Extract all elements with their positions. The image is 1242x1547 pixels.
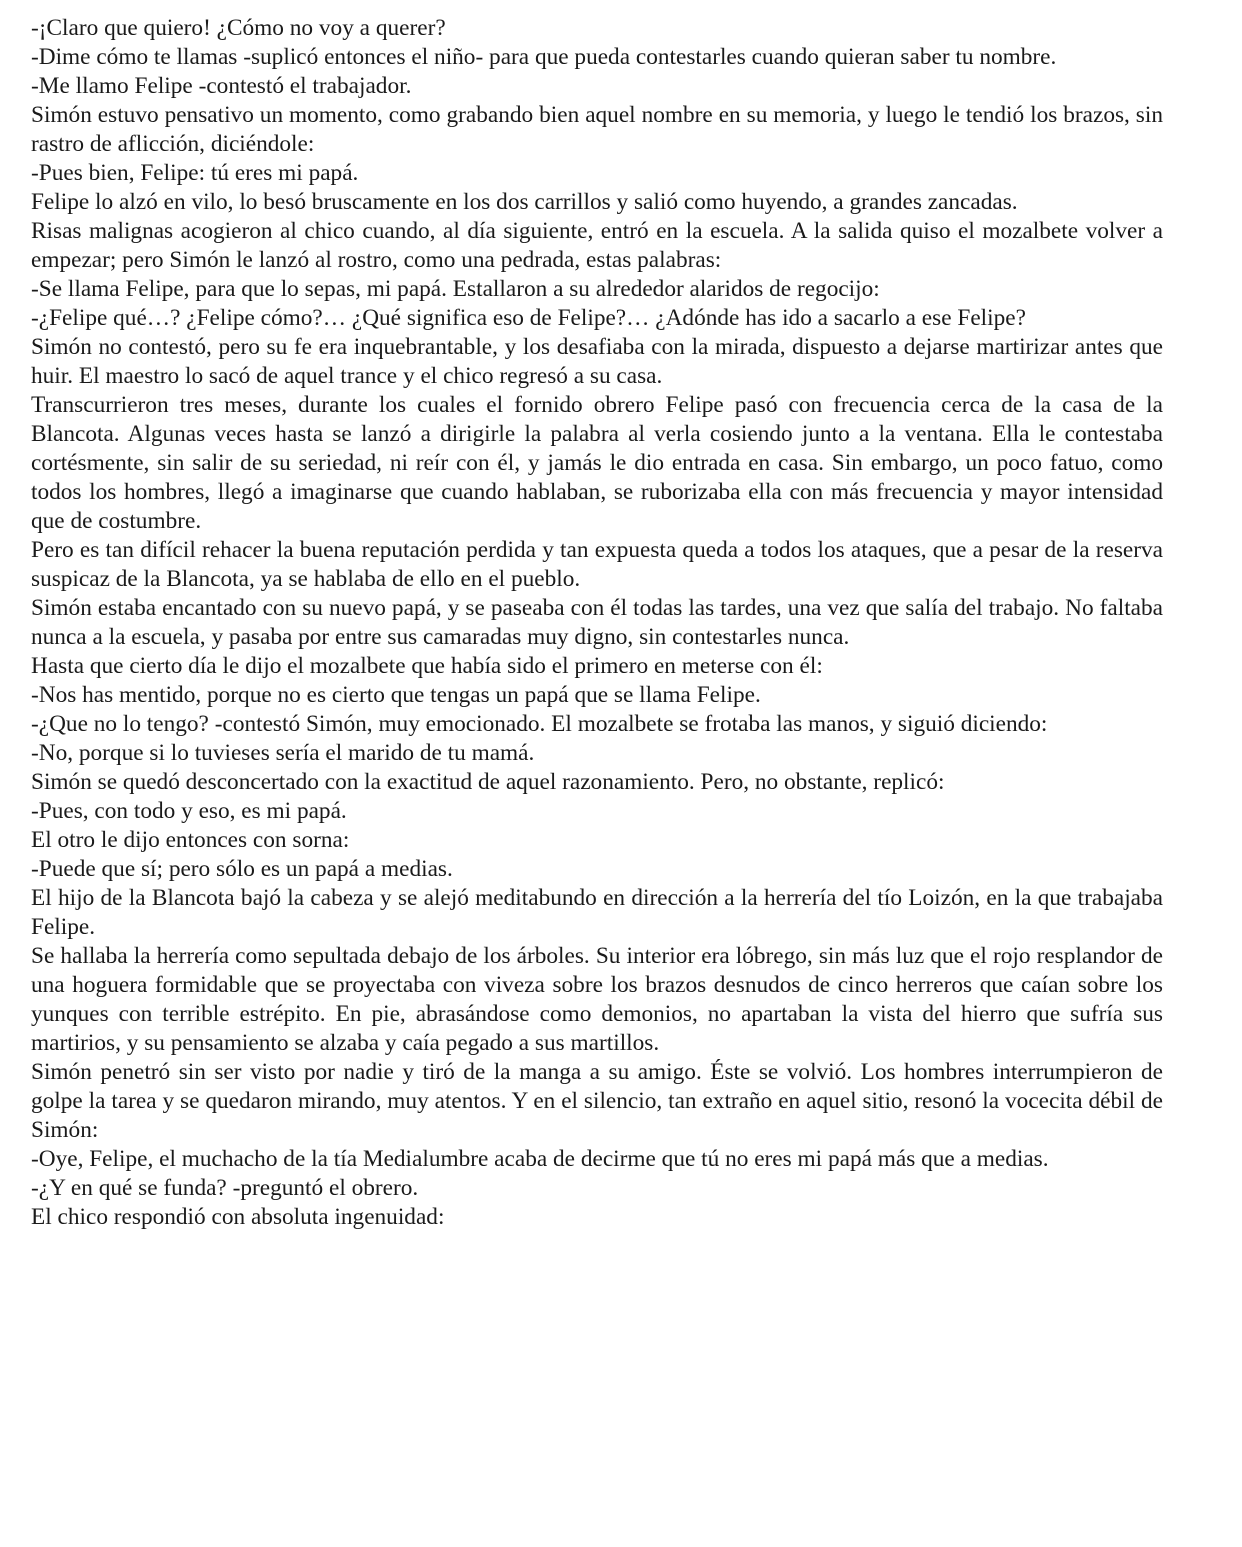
paragraph: -¿Y en qué se funda? -preguntó el obrero. xyxy=(31,1175,419,1201)
paragraph: -Me llamo Felipe -contestó el trabajador. xyxy=(31,73,412,99)
paragraph: Se hallaba la herrería como sepultada debajo de los árboles. Su interior era lóbrego, sin más luz que el rojo resplandor de una hoguera formidable que se proyectaba con viveza sobre los brazos desnudos de cinco herreros que caían sobre los yunques con terrible estrépito. En pie, abrasándose como demonios, no apartaban la vista del hierro que sufría sus martirios, y su pensamiento se alzaba y caía pegado a sus martillos. xyxy=(31,943,1163,1056)
paragraph: Risas malignas acogieron al chico cuando, al día siguiente, entró en la escuela. A la salida quiso el mozalbete volver a empezar; pero Simón le lanzó al rostro, como una pedrada, estas palabras: xyxy=(31,218,1163,273)
paragraph: El chico respondió con absoluta ingenuidad: xyxy=(31,1204,445,1230)
paragraph: Transcurrieron tres meses, durante los cuales el fornido obrero Felipe pasó con frecuencia cerca de la casa de la Blancota. Algunas veces hasta se lanzó a dirigirle la palabra al verla cosiendo junto a la ventana. Ella le contestaba cortésmente, sin salir de su seriedad, ni reír con él, y jamás le dio entrada en casa. Sin embargo, un poco fatuo, como todos los hombres, llegó a imaginarse que cuando hablaban, se ruborizaba ella con más frecuencia y mayor intensidad que de costumbre. xyxy=(31,392,1163,534)
paragraph: Simón penetró sin ser visto por nadie y tiró de la manga a su amigo. Éste se volvió. Los hombres interrumpieron de golpe la tarea y se quedaron mirando, muy atentos. Y en el silencio, tan extraño en aquel sitio, resonó la vocecita débil de Simón: xyxy=(31,1059,1163,1143)
paragraph: Simón estaba encantado con su nuevo papá, y se paseaba con él todas las tardes, una vez que salía del trabajo. No faltaba nunca a la escuela, y pasaba por entre sus camaradas muy digno, sin contestarles nunca. xyxy=(31,595,1163,650)
paragraph: Felipe lo alzó en vilo, lo besó bruscamente en los dos carrillos y salió como huyendo, a grandes zancadas. xyxy=(31,189,1018,215)
paragraph: Pero es tan difícil rehacer la buena reputación perdida y tan expuesta queda a todos los ataques, que a pesar de la reserva suspicaz de la Blancota, ya se hablaba de ello en el pueblo. xyxy=(31,537,1163,592)
paragraph: -¿Que no lo tengo? -contestó Simón, muy emocionado. El mozalbete se frotaba las manos, y siguió diciendo: xyxy=(31,711,1048,737)
paragraph: -¿Felipe qué…? ¿Felipe cómo?… ¿Qué significa eso de Felipe?… ¿Adónde has ido a sacarlo a ese Felipe? xyxy=(31,305,1026,331)
paragraph: -No, porque si lo tuvieses sería el marido de tu mamá. xyxy=(31,740,535,766)
paragraph: Simón se quedó desconcertado con la exactitud de aquel razonamiento. Pero, no obstante, replicó: xyxy=(31,769,945,795)
paragraph: -Pues bien, Felipe: tú eres mi papá. xyxy=(31,160,359,186)
paragraph: Hasta que cierto día le dijo el mozalbete que había sido el primero en meterse con él: xyxy=(31,653,823,679)
paragraph: -Dime cómo te llamas -suplicó entonces el niño- para que pueda contestarles cuando quieran saber tu nombre. xyxy=(31,44,1057,70)
paragraph: -¡Claro que quiero! ¿Cómo no voy a querer? xyxy=(31,15,446,41)
paragraph: -Puede que sí; pero sólo es un papá a medias. xyxy=(31,856,453,882)
paragraph: -Oye, Felipe, el muchacho de la tía Medialumbre acaba de decirme que tú no eres mi papá más que a medias. xyxy=(31,1146,1049,1172)
paragraph: Simón no contestó, pero su fe era inquebrantable, y los desafiaba con la mirada, dispuesto a dejarse martirizar antes que huir. El maestro lo sacó de aquel trance y el chico regresó a su casa. xyxy=(31,334,1163,389)
paragraph: -Pues, con todo y eso, es mi papá. xyxy=(31,798,347,824)
paragraph: Simón estuvo pensativo un momento, como grabando bien aquel nombre en su memoria, y luego le tendió los brazos, sin rastro de aflicción, diciéndole: xyxy=(31,102,1163,157)
paragraph: El hijo de la Blancota bajó la cabeza y se alejó meditabundo en dirección a la herrería del tío Loizón, en la que trabajaba Felipe. xyxy=(31,885,1163,940)
paragraph: -Se llama Felipe, para que lo sepas, mi papá. Estallaron a su alrededor alaridos de regocijo: xyxy=(31,276,880,302)
paragraph: El otro le dijo entonces con sorna: xyxy=(31,827,350,853)
document-page xyxy=(31,14,1163,1232)
paragraph: -Nos has mentido, porque no es cierto que tengas un papá que se llama Felipe. xyxy=(31,682,761,708)
